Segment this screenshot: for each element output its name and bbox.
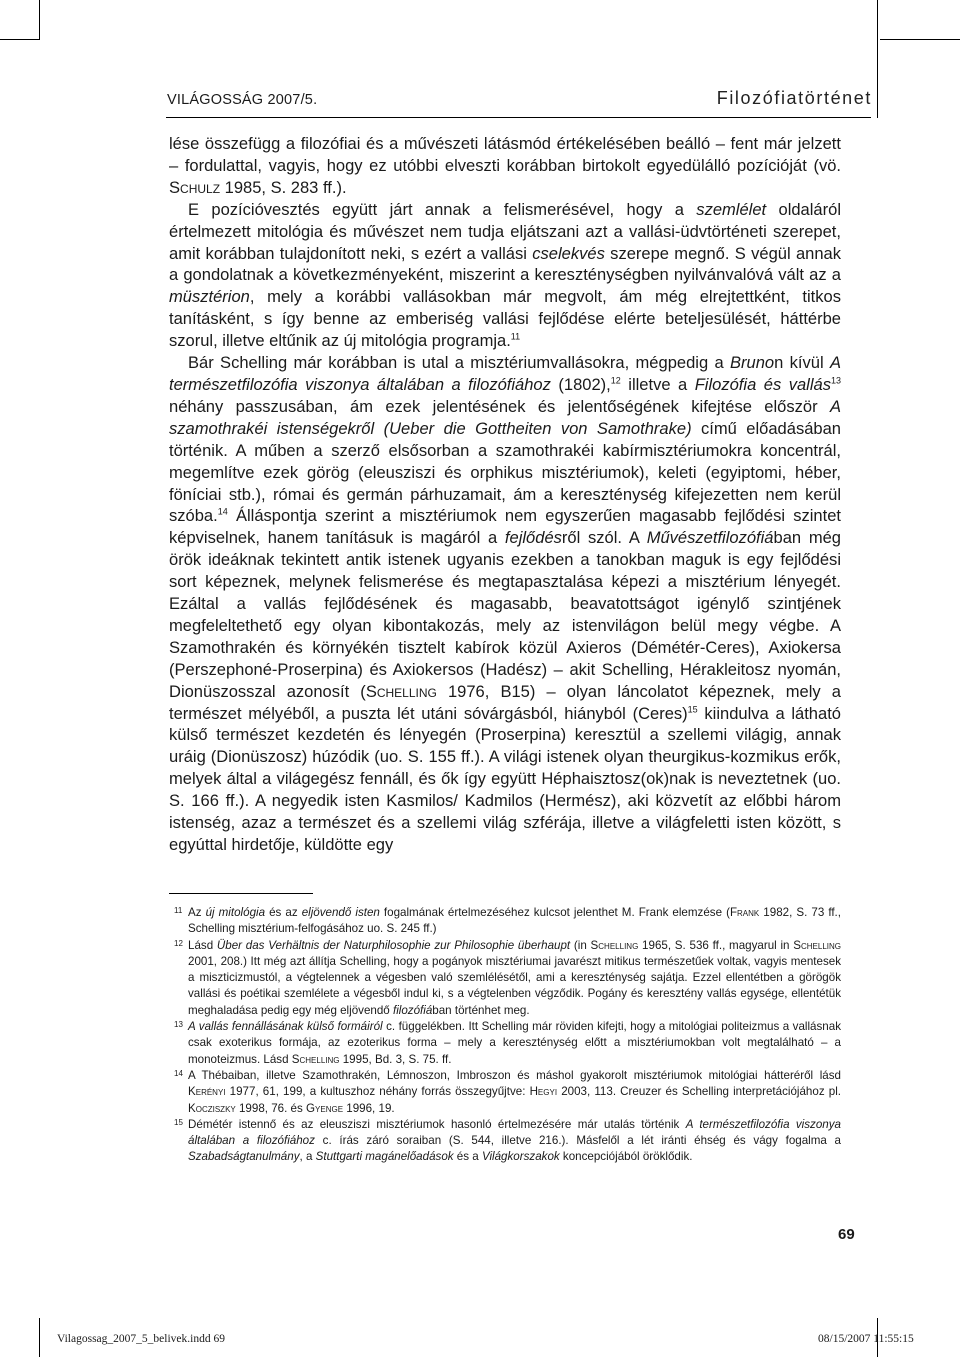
crop-mark xyxy=(39,0,40,40)
paragraph: E pozícióvesztés együtt járt annak a felismerésével, hogy a szemlélet oldaláról értelmezett mitológia és művészet nem tudja eljátszani azt a vallási-üdvtörténeti szerepet, amit korábban tulajdonított neki, s ezért a vallási cselekvés szerepe megnő. S végül annak a gondolatnak a következményeként, miszerint a kereszténységben nyilvánvalóvá vált az a müsztérion, mely a korábbi vallásokban már megvolt, ám még elrejtettként, titkos tanításként, s így benne az emberiség vallási fejlődése elérte beteljesülését, háttérbe szorul, illetve eltűnik az új mitológia programja.$^{11}$ xyxy=(169,199,841,351)
footnote: 11 Az új mitológia és az eljövendő isten fogalmának értelmezéséhez kulcsot jelenthet M. Frank elemzése (Frank 1982, S. 73 ff., Schelling misztérium-felfogásához uo. S. 245 ff.) xyxy=(174,906,841,936)
running-header-journal: VILÁGOSSÁG 2007/5. xyxy=(167,92,318,108)
footnote-ref: 11 xyxy=(510,331,521,342)
header-vertical-rule xyxy=(877,38,878,118)
footnote: 13 A vallás fennállásának külső formáiról c. függelékben. Itt Schelling már röviden kifejti, hogy a mitológiai politeizmus a vallásnak csak exoterikus formája, az ezoterikus forma – mely a kereszténység előtt a misztériumokban volt megtalálható – a monoteizmus. Lásd Schelling 1995, Bd. 3, S. 75. ff. xyxy=(174,1020,841,1066)
footnote-rule xyxy=(169,893,313,894)
crop-mark xyxy=(880,39,960,40)
footnote-ref: 14 xyxy=(217,506,228,517)
page-number: 69 xyxy=(838,1226,855,1243)
header-rule xyxy=(166,117,871,118)
main-text xyxy=(169,133,841,856)
paragraph: lése összefügg a filozófiai és a művészeti látásmód értékelésében beálló – fent már jelzett – fordulattal, vagyis, hogy ez utóbbi elveszti korábban birtokolt egyedülálló pozícióját (vö. Schulz 1985, S. 283 ff.). xyxy=(169,134,841,197)
crop-mark xyxy=(877,0,878,40)
crop-mark xyxy=(0,39,40,40)
slug-timestamp: 08/15/2007 11:55:15 xyxy=(818,1333,914,1345)
footnote-ref: 12 xyxy=(610,375,621,386)
slug-filename: Vilagossag_2007_5_belivek.indd 69 xyxy=(57,1333,225,1345)
footnote: 12 Lásd Über das Verhältnis der Naturphilosophie zur Philosophie überhaupt (in Schelling 1965, S. 536 ff., magyarul in Schelling 2001, 208.) Itt még azt állítja Schelling, hogy a pogányok misztériumai javarészt mitikus természetűek voltak, vagyis mentesek a miszticizmustól, a végtelennek a végesben való szemlélésétől, ami a kereszténység sajátja. Ezzel ellentétben a görögök vallási és poétikai szemlélete a végesből indul ki, s a végtelenben végződik. Pogány és keresztény vallás egysége, ellentétük meghaladása pedig egy még eljövendő filozófiában történhet meg. xyxy=(174,938,841,1017)
footnote-ref: 15 xyxy=(687,704,698,715)
footnotes xyxy=(174,905,842,1166)
footnote-ref: 13 xyxy=(830,375,841,386)
running-header-section: Filozófiatörténet xyxy=(716,88,872,108)
crop-mark xyxy=(39,1318,40,1357)
footnote: 15 Démétér istennő és az eleusziszi misztériumok hasonló értelmezésére már utalás történik A természetfilozófia viszonya általában a filozófiához c. írás záró soraiban (S. 544, illetve 216.). Másfelől a lét iránti éhség és vágy fogalma a Szabadságtanulmány, a Stuttgarti magánelőadások és a Világkorszakok koncepciójából öröklődik. xyxy=(174,1117,842,1164)
paragraph: Bár Schelling már korábban is utal a misztériumvallásokra, mégpedig a Brunon kívül A természetfilozófia viszonya általában a filozófiához (1802),$^{12}$ illetve a Filozófia és vallás$^{13}$ néhány passzusában, ám ezek jelentésének és jelentőségének kifejtése először A szamothrakéi istenségekről (Ueber die Gottheiten von Samothrake) című előadásában történik. A műben a szerző elsősorban a szamothrakéi kabírmisztériumokra koncentrál, megemlítve ezek görög (eleusziszi és orphikus misztériumok), keleti (egyiptomi, héber, föníciai stb.), római és germán párhuzamait, ám a kereszténység kifejezetten nem kerül szóba.$^{14}$ Álláspontja szerint a misztériumok nem egyszerűen magasabb fejlődési szintet képviselnek, hanem tanításuk is magáról a fejlődésről szól. A Művészetfilozófiában még örök ideáknak tekintett antik istenek ugyanis ezekben a tanokban maguk is egy fejlődési sort képeznek, melynek felismerése és megtapasztalása képezi a misztérium lényegét. Ezáltal a vallás fejlődésének és magasabb, beavatottságot igénylő szintjének megfeleltethető egy olyan kibontakozás, mely az istenvilágon belül megy végbe. A Szamothrakén és környékén tisztelt kabírok közül Axieros (Démétér-Ceres), Axiokersa (Perszephoné-Proserpina) és Axiokersos (Hadész) – akit Schelling, Hérakleitosz nyomán, Dionüszosszal azonosít (Schelling 1976, B15) – olyan láncolatot képeznek, mely a természet mélyéből, a puszta lét utáni sóvárgásból, hiányból (Ceres)$^{15}$ kiindulva a látható külső természet kezdetén és lényegén (Proserpina) keresztül a szellemi világig, annak uráig (Dionüszosz) húzódik (uo. S. 155 ff.). A világi istenek olyan theurgikus-kozmikus erők, melyek által a világegész fennáll, és ők így együtt Héphaisztosz(ok)nak is neveztetnek (uo. S. 166 ff.). A negyedik isten Kasmilos/ Kadmilos (Hermész), aki közvetít az előbbi három istenség, azaz a természet és a szellemi világ szférája, illetve a világfeletti isten között, s egyúttal hirdetője, küldötte egy xyxy=(169,353,842,854)
footnote: 14 A Thébaiban, illetve Szamothrakén, Lémnoszon, Imbroszon és máshol gyakorolt misztériumok mitológiai hátteréről lásd Kerényi 1977, 61, 199, a kultuszhoz néhány forrás összegyűjtve: Hegyi 2003, 113. Creuzer és Schelling interpretációjához pl. Kocziszky 1998, 76. és Gyenge 1996, 19. xyxy=(174,1068,841,1115)
